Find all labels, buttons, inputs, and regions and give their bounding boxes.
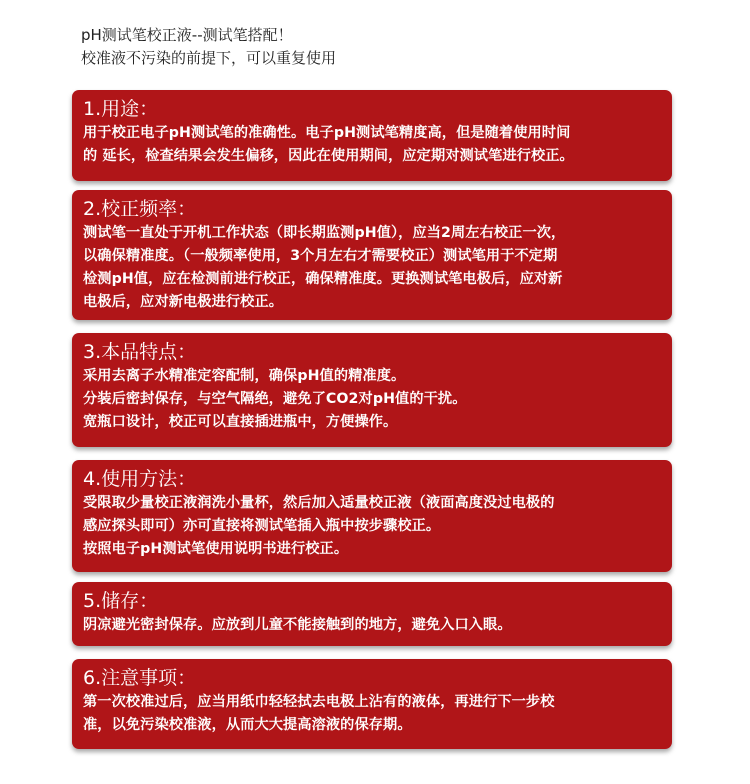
section-body xyxy=(83,122,660,168)
section-line: 分装后密封保存，与空气隔绝，避免了CO2对pH值的干扰。 xyxy=(83,391,467,407)
section-body xyxy=(83,614,660,637)
section-calibration-frequency xyxy=(72,190,672,320)
section-line: 测试笔一直处于开机工作状态（即长期监测pH值），应当2周左右校正一次， xyxy=(83,225,566,241)
section-line: 准，以免污染校准液，从而大大提高溶液的保存期。 xyxy=(83,717,412,733)
section-body xyxy=(83,365,660,434)
section-line: 以确保精准度。（一般频率使用，3个月左右才需要校正）测试笔用于不定期 xyxy=(83,248,558,264)
section-line: 感应探头即可）亦可直接将测试笔插入瓶中按步骤校正。 xyxy=(83,518,441,534)
section-line: 电极后，应对新电极进行校正。 xyxy=(83,294,284,310)
section-line: 受限取少量校正液润洗小量杯，然后加入适量校正液（液面高度没过电极的 xyxy=(83,495,555,511)
intro-line-1: pH测试笔校正液--测试笔搭配！ xyxy=(81,26,293,44)
section-body xyxy=(83,222,660,314)
section-purpose xyxy=(72,90,672,181)
section-line: 阴凉避光密封保存。应放到儿童不能接触到的地方，避免入口入眼。 xyxy=(83,617,512,633)
section-line: 采用去离子水精准定容配制，确保pH值的精准度。 xyxy=(83,368,406,384)
section-line: 宽瓶口设计，校正可以直接插进瓶中，方便操作。 xyxy=(83,414,398,430)
section-line: 按照电子pH测试笔使用说明书进行校正。 xyxy=(83,541,349,557)
section-features xyxy=(72,333,672,447)
section-title: 1.用途： xyxy=(83,98,159,120)
section-line: 的 延长，检查结果会发生偏移，因此在使用期间，应定期对测试笔进行校正。 xyxy=(83,148,574,164)
section-title: 6.注意事项： xyxy=(83,667,197,689)
intro xyxy=(81,24,336,70)
section-title: 2.校正频率： xyxy=(83,198,197,220)
section-title: 5.储存： xyxy=(83,590,159,612)
intro-line-2: 校准液不污染的前提下，可以重复使用 xyxy=(81,49,337,67)
section-line: 检测pH值，应在检测前进行校正，确保精准度。更换测试笔电极后，应对新 xyxy=(83,271,563,287)
section-body xyxy=(83,492,660,561)
section-line: 第一次校准过后，应当用纸巾轻轻拭去电极上沾有的液体，再进行下一步校 xyxy=(83,694,555,710)
section-title: 4.使用方法： xyxy=(83,468,197,490)
section-storage xyxy=(72,582,672,646)
section-notes xyxy=(72,659,672,749)
section-line: 用于校正电子pH测试笔的准确性。电子pH测试笔精度高，但是随着使用时间 xyxy=(83,125,571,141)
section-title: 3.本品特点： xyxy=(83,341,197,363)
section-usage xyxy=(72,460,672,572)
section-body xyxy=(83,691,660,737)
